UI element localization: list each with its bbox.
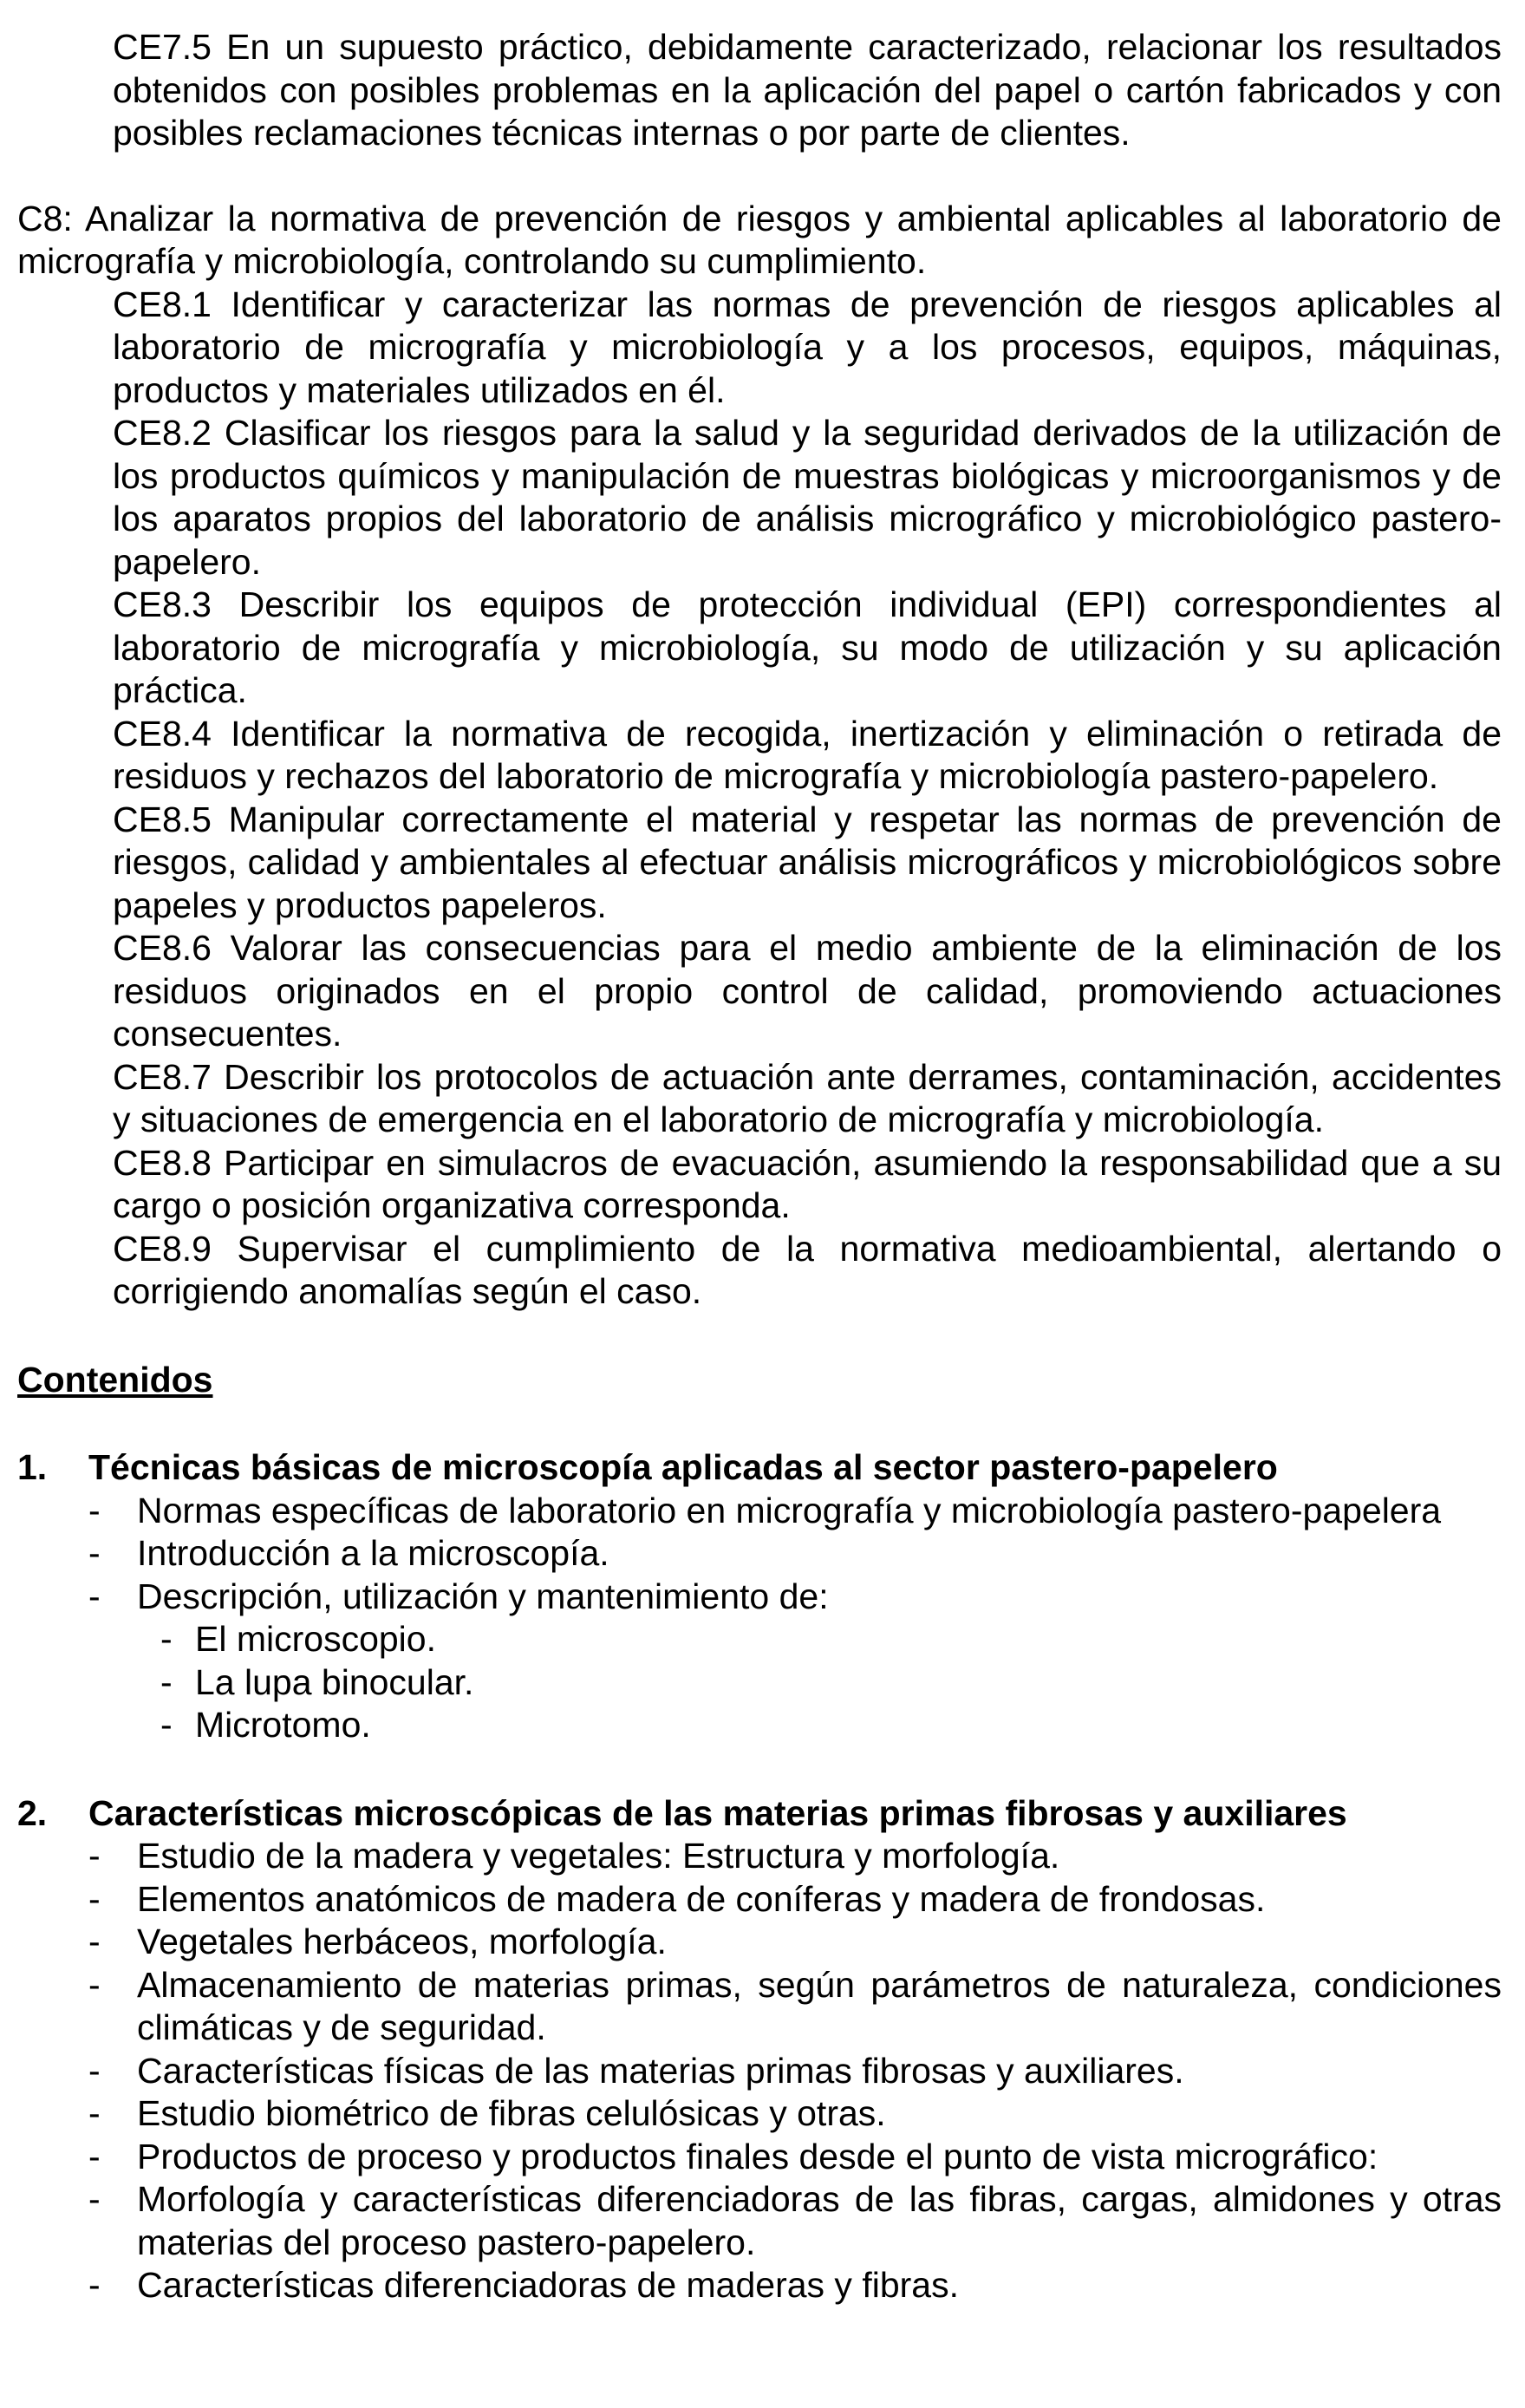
list-item-text: Características diferenciadoras de maderas y fibras. (137, 2265, 959, 2305)
dash-bullet: - (88, 2050, 101, 2091)
dash-bullet: - (88, 1490, 101, 1530)
criterion-ce8-8: CE8.8 Participar en simulacros de evacuación, asumiendo la responsabilidad que a su cargo o posición organizativa corresponda. (113, 1142, 1502, 1225)
topic-2-number: 2. (17, 1792, 48, 1833)
list-item-text: Productos de proceso y productos finales desde el punto de vista micrográfico: (137, 2136, 1378, 2176)
spacer (17, 155, 1502, 198)
criterion-ce8-3: CE8.3 Describir los equipos de protección individual (EPI) correspondientes al laboratorio de micrografía y microbiología, su modo de utilización y su aplicación práctica. (113, 584, 1502, 710)
list-item-text: Características físicas de las materias primas fibrosas y auxiliares. (137, 2050, 1184, 2091)
topic-2-title: Características microscópicas de las materias primas fibrosas y auxiliares (88, 1792, 1347, 1833)
list-item (17, 1490, 1502, 1533)
list-item-text: Elementos anatómicos de madera de coníferas y madera de frondosas. (137, 1878, 1266, 1919)
criterion-ce8-2: CE8.2 Clasificar los riesgos para la salud y la seguridad derivados de la utilización de los productos químicos y manipulación de muestras biológicas y microorganismos y de los aparatos propios del laboratorio de análisis micrográfico y microbiológico pastero-papelero. (113, 413, 1502, 582)
topic-1-heading (17, 1446, 1502, 1490)
criterion-ce8-6: CE8.6 Valorar las consecuencias para el medio ambiente de la eliminación de los residuos originados en el propio control de calidad, promoviendo actuaciones consecuentes. (113, 928, 1502, 1054)
dash-bullet: - (88, 1533, 101, 1573)
sub-list-item (17, 1661, 1502, 1705)
criterion-ce8-4: CE8.4 Identificar la normativa de recogida, inertización y eliminación o retirada de residuos y rechazos del laboratorio de micrografía y microbiología pastero-papelero. (113, 713, 1502, 796)
list-item (17, 1576, 1502, 1619)
document-page (17, 26, 1502, 2307)
list-item (17, 1532, 1502, 1576)
dash-bullet: - (88, 2136, 101, 2176)
c8-criteria-list (113, 284, 1502, 1314)
list-item (17, 1964, 1502, 2050)
dash-bullet: - (88, 1964, 101, 2005)
topic-1-sublist (17, 1618, 1502, 1747)
topic-2-list (17, 1835, 1502, 2307)
list-item (17, 2178, 1502, 2264)
ce7-criteria-list (113, 26, 1502, 155)
dash-bullet: - (160, 1661, 173, 1702)
dash-bullet: - (88, 1878, 101, 1919)
dash-bullet: - (88, 2265, 101, 2305)
list-item-text: Estudio de la madera y vegetales: Estructura y morfología. (137, 1836, 1060, 1876)
sub-list-item-text: La lupa binocular. (195, 1661, 474, 1702)
list-item (17, 1835, 1502, 1878)
list-item (17, 2264, 1502, 2307)
list-item (17, 2136, 1502, 2179)
spacer (17, 1314, 1502, 1359)
topic-1-list (17, 1490, 1502, 1619)
dash-bullet: - (160, 1705, 173, 1745)
spacer (17, 1401, 1502, 1446)
capacity-c8-heading: C8: Analizar la normativa de prevención de riesgos y ambiental aplicables al laboratorio de micrografía y microbiología, controlando su cumplimiento. (17, 198, 1502, 281)
spacer (17, 1747, 1502, 1792)
dash-bullet: - (88, 2093, 101, 2133)
list-item (17, 2092, 1502, 2136)
sub-list-item (17, 1704, 1502, 1747)
topic-1-number: 1. (17, 1447, 48, 1487)
criterion-ce7-5: CE7.5 En un supuesto práctico, debidamente caracterizado, relacionar los resultados obtenidos con posibles problemas en la aplicación del papel o cartón fabricados y con posibles reclamaciones técnicas internas o por parte de clientes. (113, 27, 1502, 153)
list-item (17, 1878, 1502, 1922)
dash-bullet: - (160, 1619, 173, 1659)
list-item-text: Introducción a la microscopía. (137, 1533, 609, 1573)
list-item-text: Morfología y características diferenciadoras de las fibras, cargas, almidones y otras materias del proceso pastero-papelero. (137, 2179, 1502, 2262)
dash-bullet: - (88, 1836, 101, 1876)
list-item-text: Descripción, utilización y mantenimiento de: (137, 1576, 829, 1616)
list-item (17, 1921, 1502, 1964)
criterion-ce8-1: CE8.1 Identificar y caracterizar las normas de prevención de riesgos aplicables al laboratorio de micrografía y microbiología y a los procesos, equipos, máquinas, productos y materiales utilizados en él. (113, 284, 1502, 410)
dash-bullet: - (88, 2179, 101, 2219)
criterion-ce8-5: CE8.5 Manipular correctamente el material y respetar las normas de prevención de riesgos, calidad y ambientales al efectuar análisis micrográficos y microbiológicos sobre papeles y productos papeleros. (113, 799, 1502, 925)
list-item-text: Vegetales herbáceos, morfología. (137, 1922, 667, 1961)
criterion-ce8-7: CE8.7 Describir los protocolos de actuación ante derrames, contaminación, accidentes y situaciones de emergencia en el laboratorio de micrografía y microbiología. (113, 1056, 1502, 1139)
topic-2-heading (17, 1792, 1502, 1836)
dash-bullet: - (88, 1576, 101, 1616)
list-item (17, 2050, 1502, 2093)
topic-1-title: Técnicas básicas de microscopía aplicadas al sector pastero-papelero (88, 1447, 1278, 1487)
list-item-text: Normas específicas de laboratorio en micrografía y microbiología pastero-papelera (137, 1490, 1442, 1530)
criterion-ce8-9: CE8.9 Supervisar el cumplimiento de la normativa medioambiental, alertando o corrigiendo anomalías según el caso. (113, 1228, 1502, 1311)
sub-list-item (17, 1618, 1502, 1661)
dash-bullet: - (88, 1922, 101, 1961)
list-item-text: Estudio biométrico de fibras celulósicas y otras. (137, 2093, 886, 2133)
sub-list-item-text: Microtomo. (195, 1705, 371, 1745)
sub-list-item-text: El microscopio. (195, 1619, 436, 1659)
list-item-text: Almacenamiento de materias primas, según parámetros de naturaleza, condiciones climáticas y de seguridad. (137, 1964, 1502, 2047)
contenidos-title: Contenidos (17, 1359, 213, 1400)
